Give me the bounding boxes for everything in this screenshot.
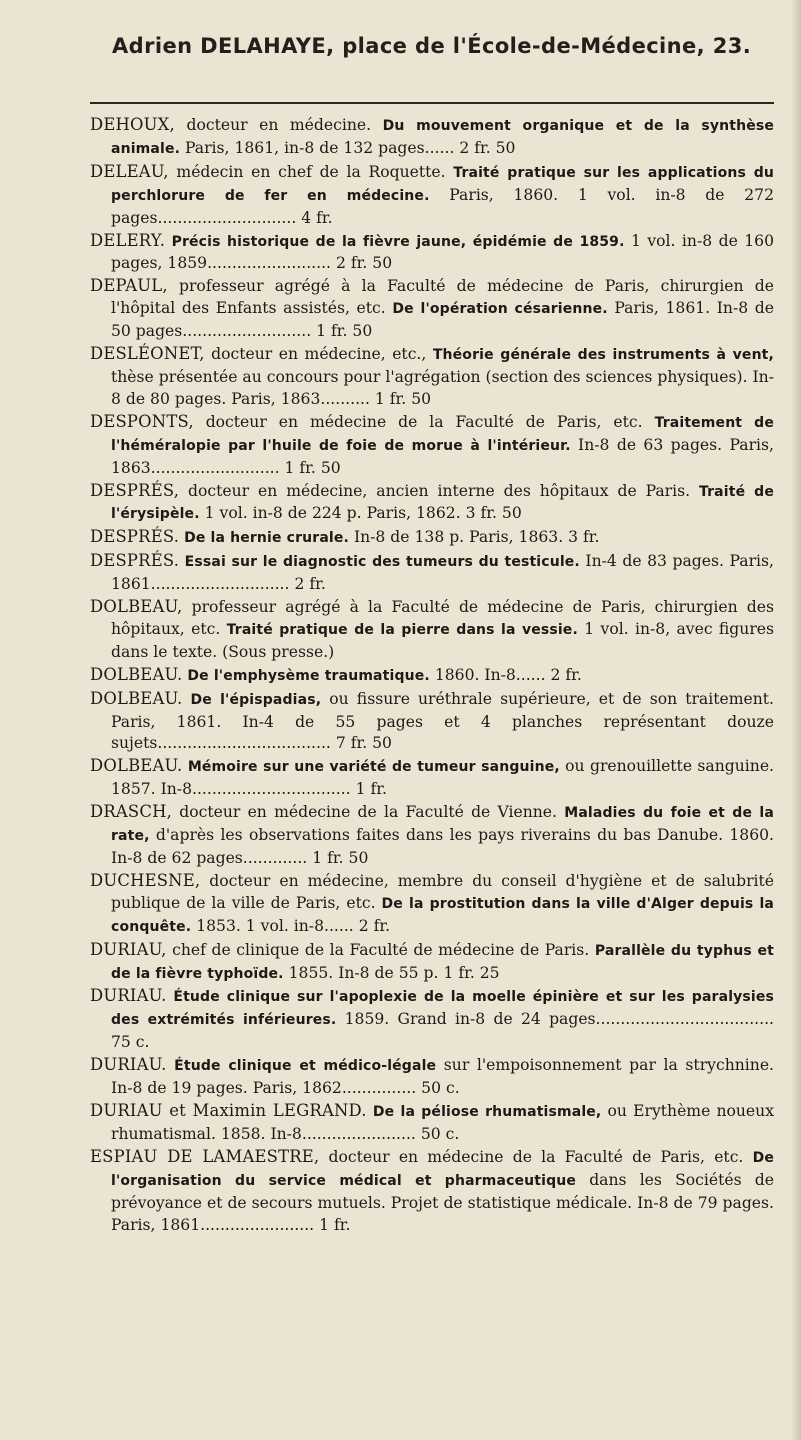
entry-details: 1860. In-8...... (429, 665, 551, 684)
entry-author: DESLÉONET, (90, 344, 205, 364)
entry-price: 1 fr. 50 (316, 322, 373, 341)
catalog-entry (90, 161, 774, 230)
entry-price: 1 fr. 50 (284, 458, 341, 477)
entry-author: DURIAU, (90, 939, 167, 959)
entry-author: DUCHESNE, (90, 870, 201, 890)
entry-details: In-8 de 63 pages. Paris, 1863.......................... (111, 435, 774, 477)
page-edge-shadow (791, 0, 801, 1440)
entry-author: DRASCH, (90, 802, 172, 822)
entry-details: 1855. In-8 de 55 p. (283, 963, 444, 982)
header-rule (90, 102, 774, 104)
entry-author: DEPAUL, (90, 276, 168, 296)
entry-title: De l'organisation du service médical et pharmaceutique (111, 1149, 774, 1189)
entry-price: 75 c. (111, 1033, 150, 1052)
entry-title: Étude clinique et médico-légale (174, 1058, 437, 1075)
running-head: Adrien DELAHAYE, place de l'École-de-Médecine, 23. (112, 34, 752, 58)
catalog-entry (90, 985, 774, 1054)
entry-price: 1 fr. 25 (443, 963, 500, 982)
entry-details: Paris, 1861, in-8 de 132 pages...... (180, 138, 460, 157)
catalog-entry (90, 801, 774, 870)
entry-affiliation: professeur agrégé à la Faculté de médecine de Paris, chirurgien de l'hôpital des Enfants assistés, etc. (111, 277, 774, 318)
entry-title: De la hernie crurale. (184, 530, 349, 547)
catalog-entries (90, 114, 774, 1236)
entry-details: Paris, 1861. In-8 de 50 pages.......................... (111, 299, 775, 341)
entry-affiliation (182, 690, 190, 708)
entry-title: Parallèle du typhus et de la fièvre typhoïde. (111, 942, 774, 982)
entry-details: dans les Sociétés de prévoyance et de secours mutuels. Projet de statistique médicale. In-8 de 79 pages. Paris, 1861....................... (111, 1170, 774, 1234)
entry-affiliation (167, 1056, 175, 1074)
entry-title: Maladies du foie et de la rate, (111, 805, 774, 845)
entry-details: d'après les observations faites dans les pays riverains du bas Danube. 1860. In-8 de 62 pages............. (111, 826, 774, 867)
catalog-entry (90, 114, 774, 161)
entry-price: 4 fr. (301, 208, 333, 227)
catalog-entry (90, 870, 774, 939)
entry-details: In-4 de 83 pages. Paris, 1861............................ (111, 552, 774, 594)
entry-details: 1859. Grand in-8 de 24 pages.................................... (336, 1010, 775, 1029)
catalog-entry (90, 275, 774, 343)
entry-title: De l'opération césarienne. (392, 301, 608, 318)
entry-author: DESPONTS, (90, 411, 194, 431)
entry-affiliation: docteur en médecine de la Faculté de Paris, etc. (193, 412, 655, 431)
entry-title: Étude clinique sur l'apoplexie de la moelle épinière et sur les paralysies des extrémités inférieures. (111, 989, 774, 1029)
entry-details: thèse présentée au concours pour l'agrégation (section des sciences physiques). In-8 de 80 pages. Paris, 1863.......... (111, 367, 774, 408)
entry-price: 2 fr. (550, 665, 582, 684)
catalog-entry (90, 1100, 774, 1146)
entry-details: Paris, 1860. 1 vol. in-8 de 272 pages............................ (111, 185, 775, 227)
entry-affiliation: docteur en médecine, ancien interne des hôpitaux de Paris. (179, 481, 699, 500)
entry-price: 2 fr. (294, 575, 326, 594)
catalog-entry (90, 688, 774, 756)
entry-price: 2 fr. 50 (459, 138, 516, 157)
entry-details: 1 vol. in-8 de 160 pages, 1859......................... (111, 231, 775, 273)
entry-affiliation: docteur en médecine, etc., (204, 345, 433, 364)
entry-author: DESPRÉS, (90, 480, 180, 500)
entry-title: Mémoire sur une variété de tumeur sanguine, (187, 759, 560, 776)
entry-title: Traité de l'érysipèle. (111, 483, 775, 523)
entry-price: 1 fr. (355, 780, 387, 799)
entry-price: 50 c. (421, 1079, 460, 1098)
entry-title: De la prostitution dans la ville d'Alger depuis la conquête. (111, 895, 774, 935)
entry-title: Du mouvement organique et de la synthèse animale. (111, 118, 774, 157)
entry-price: 1 fr. 50 (312, 849, 369, 867)
entry-affiliation: docteur en médecine, membre du conseil d'hygiène et de salubrité publique de la ville de Paris, etc. (111, 871, 774, 912)
entry-author: DURIAU. (90, 986, 167, 1006)
entry-price: 50 c. (420, 1124, 460, 1143)
entry-author: ESPIAU DE LAMAESTRE, (90, 1146, 320, 1166)
entry-author: DEHOUX, (90, 115, 175, 134)
catalog-entry (90, 480, 774, 527)
entry-affiliation: docteur en médecine de la Faculté de Vienne. (172, 803, 565, 822)
entry-affiliation: docteur en médecine de la Faculté de Paris, etc. (319, 1147, 753, 1166)
entry-details: 1853. 1 vol. in-8...... (191, 916, 359, 935)
entry-author: DESPRÉS. (90, 527, 180, 547)
entry-affiliation: professeur agrégé à la Faculté de médecine de Paris, chirurgien des hôpitaux, etc. (111, 598, 774, 638)
entry-details: ou fissure uréthrale supérieure, et de son traitement. Paris, 1861. In-4 de 55 pages et 4 planches représentant douze sujets................................... (111, 689, 774, 753)
entry-price: 7 fr. 50 (335, 734, 392, 753)
entry-author: DELERY. (90, 230, 166, 250)
entry-title: De l'emphysème traumatique. (187, 667, 430, 684)
entry-author: DELEAU, (90, 161, 169, 181)
entry-author: DOLBEAU. (90, 664, 183, 684)
entry-title: Essai sur le diagnostic des tumeurs du testicule. (184, 554, 580, 571)
catalog-entry (90, 1054, 774, 1100)
catalog-entry (90, 596, 774, 664)
entry-title: Théorie générale des instruments à vent, (432, 347, 774, 364)
entry-affiliation: chef de clinique de la Faculté de médecine de Paris. (166, 940, 595, 959)
entry-details: sur l'empoisonnement par la strychnine. In-8 de 19 pages. Paris, 1862............... (111, 1056, 774, 1098)
catalog-entry (90, 1146, 774, 1237)
entry-details: ou grenouillette sanguine. 1857. In-8................................ (111, 757, 775, 799)
catalog-entry (90, 230, 774, 276)
entry-details: 1 vol. in-8 de 224 p. Paris, 1862. (199, 504, 466, 523)
entry-title: Traité pratique sur les applications du perchlorure de fer en médecine. (111, 164, 774, 204)
entry-author: DOLBEAU, (90, 597, 183, 617)
entry-author: DURIAU. (90, 1055, 167, 1075)
entry-details: 1 vol. in-8, avec figures dans le texte. (Sous presse.) (111, 619, 774, 661)
entry-title: De l'épispadias, (190, 691, 322, 708)
catalog-entry (90, 411, 774, 480)
catalog-entry (90, 550, 774, 596)
catalog-entry (90, 755, 774, 801)
entry-price: 1 fr. (319, 1215, 351, 1234)
entry-price: 1 fr. 50 (374, 389, 432, 408)
entry-author: DURIAU et Maximin LEGRAND. (90, 1100, 367, 1120)
entry-author: DOLBEAU. (90, 688, 183, 708)
entry-details: In-8 de 138 p. Paris, 1863. (349, 528, 569, 547)
entry-price: 2 fr. 50 (335, 254, 393, 273)
entry-price: 3 fr. (568, 528, 600, 547)
entry-price: 2 fr. (358, 916, 391, 935)
entry-affiliation: docteur en médecine. (174, 116, 383, 134)
entry-affiliation: médecin en chef de la Roquette. (168, 162, 454, 181)
entry-title: Traité pratique de la pierre dans la vessie. (226, 621, 578, 638)
catalog-entry (90, 664, 774, 688)
entry-title: Précis historique de la fièvre jaune, épidémie de 1859. (171, 233, 625, 250)
entry-author: DESPRÉS. (90, 551, 180, 571)
entry-title: Traitement de l'héméralopie par l'huile de foie de morue à l'intérieur. (111, 414, 774, 454)
entry-author: DOLBEAU. (90, 756, 183, 776)
catalog-entry (90, 526, 774, 550)
catalog-entry (90, 343, 774, 411)
entry-price: 3 fr. 50 (465, 504, 522, 523)
entry-title: De la péliose rhumatismale, (372, 1103, 602, 1120)
catalog-entry (90, 939, 774, 986)
entry-details: ou Erythème noueux rhumatismal. 1858. In-8....................... (111, 1101, 774, 1143)
